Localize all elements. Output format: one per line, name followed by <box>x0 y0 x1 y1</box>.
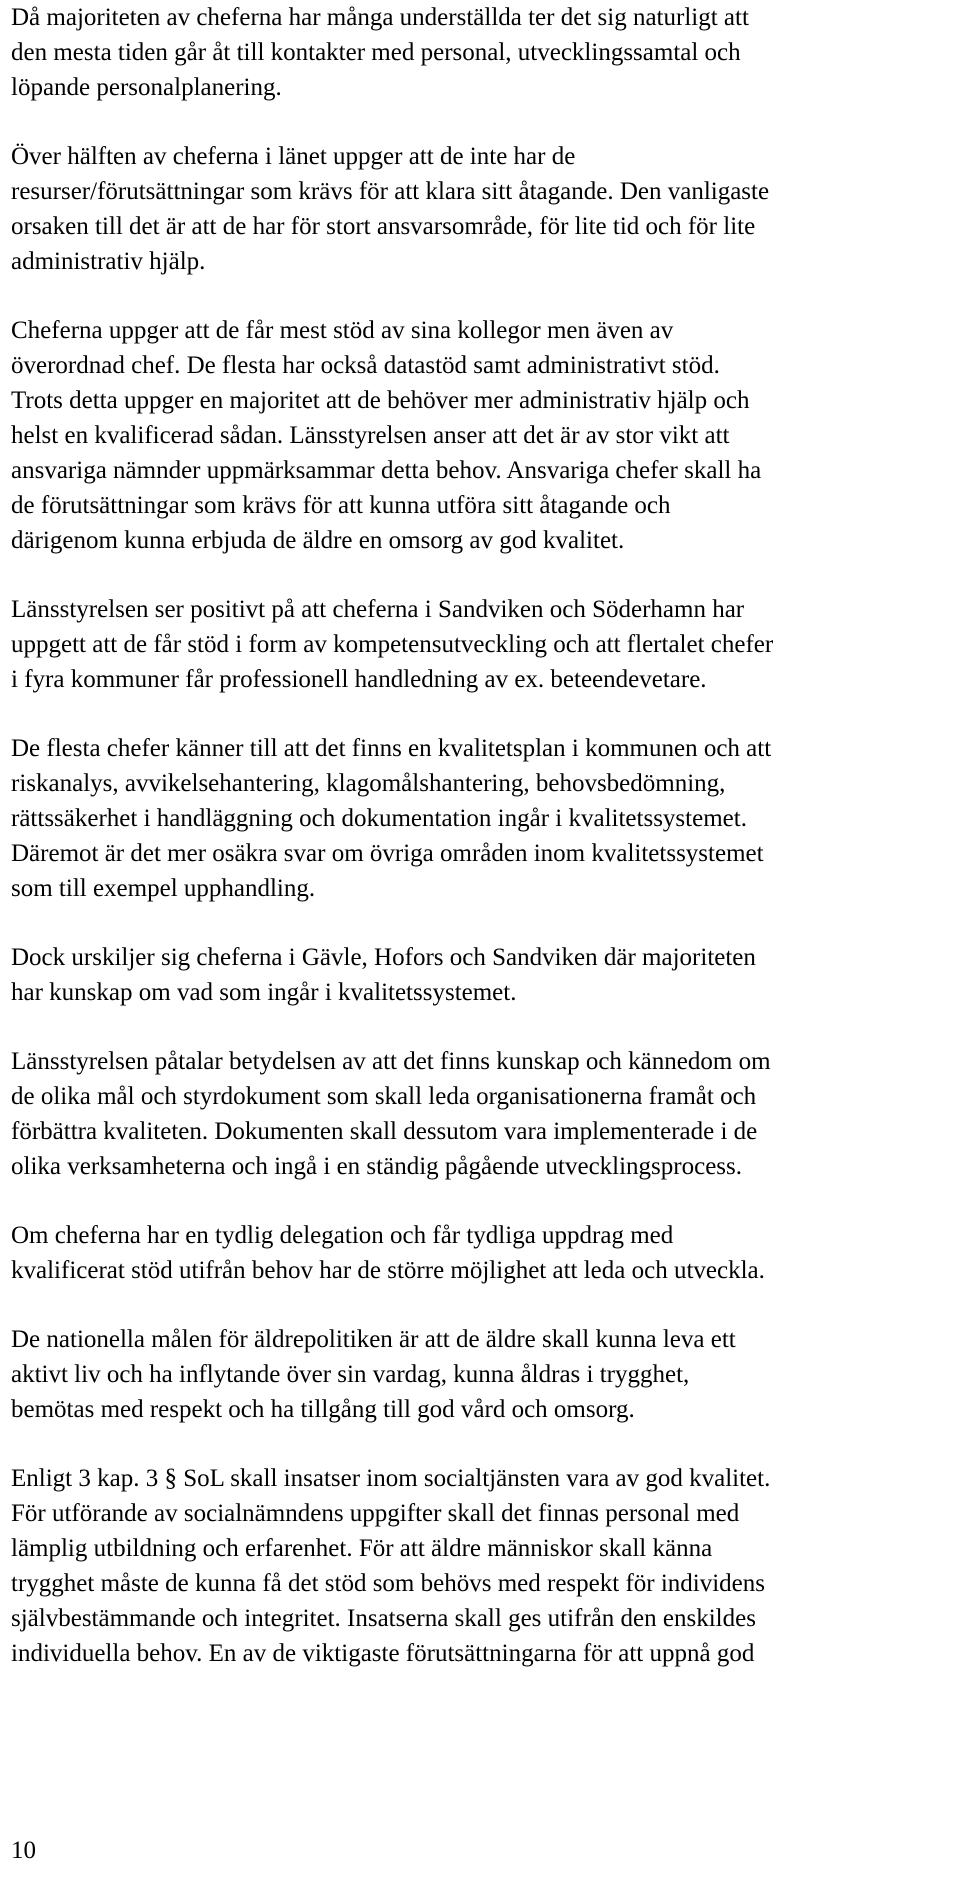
paragraph-4: Länsstyrelsen ser positivt på att cheferna i Sandviken och Söderhamn har uppgett att de får stöd i form av kompetensutveckling och att flertalet chefer i fyra kommuner får professionell handledning av ex. beteendevetare. <box>11 596 774 693</box>
paragraph-9: De nationella målen för äldrepolitiken är att de äldre skall kunna leva ett aktivt liv och ha inflytande över sin vardag, kunna åldras i trygghet, bemötas med respekt och ha tillgång till god vård och omsorg. <box>11 1326 736 1423</box>
document-body <box>11 0 959 1705</box>
paragraph-1: Då majoriteten av cheferna har många underställda ter det sig naturligt att den mesta tiden går åt till kontakter med personal, utvecklingssamtal och löpande personalplanering. <box>11 4 749 101</box>
paragraph-2: Över hälften av cheferna i länet uppger att de inte har de resurser/förutsättningar som krävs för att klara sitt åtagande. Den vanligaste orsaken till det är att de har för stort ansvarsområde, för lite tid och för lite administrativ hjälp. <box>11 143 770 275</box>
paragraph-8: Om cheferna har en tydlig delegation och får tydliga uppdrag med kvalificerat stöd utifrån behov har de större möjlighet att leda och utveckla. <box>11 1222 765 1284</box>
paragraph-6: Dock urskiljer sig cheferna i Gävle, Hofors och Sandviken där majoriteten har kunskap om vad som ingår i kvalitetssystemet. <box>11 944 756 1006</box>
paragraph-5: De flesta chefer känner till att det finns en kvalitetsplan i kommunen och att riskanalys, avvikelsehantering, klagomålshantering, behovsbedömning, rättssäkerhet i handläggning och dokumentation ingår i kvalitetssystemet. Däremot är det mer osäkra svar om övriga områden inom kvalitetssystemet som till exempel upphandling. <box>11 735 772 902</box>
paragraph-3: Cheferna uppger att de får mest stöd av sina kollegor men även av överordnad chef. De flesta har också datastöd samt administrativt stöd. Trots detta uppger en majoritet att de behöver mer administrativ hjälp och helst en kvalificerad sådan. Länsstyrelsen anser att det är av stor vikt att ansvariga nämnder uppmärksammar detta behov. Ansvariga chefer skall ha de förutsättningar som krävs för att kunna utföra sitt åtagande och därigenom kunna erbjuda de äldre en omsorg av god kvalitet. <box>11 317 762 554</box>
paragraph-10: Enligt 3 kap. 3 § SoL skall insatser inom socialtjänsten vara av god kvalitet. För utförande av socialnämndens uppgifter skall det finnas personal med lämplig utbildning och erfarenhet. För att äldre människor skall känna trygghet måste de kunna få det stöd som behövs med respekt för individens självbestämmande och integritet. Insatserna skall ges utifrån den enskildes individuella behov. En av de viktigaste förutsättningarna för att uppnå god <box>11 1465 771 1667</box>
paragraph-7: Länsstyrelsen påtalar betydelsen av att det finns kunskap och kännedom om de olika mål och styrdokument som skall leda organisationerna framåt och förbättra kvaliteten. Dokumenten skall dessutom vara implementerade i de olika verksamheterna och ingå i en ständig pågående utvecklingsprocess. <box>11 1048 771 1180</box>
page-number: 10 <box>11 1837 36 1864</box>
